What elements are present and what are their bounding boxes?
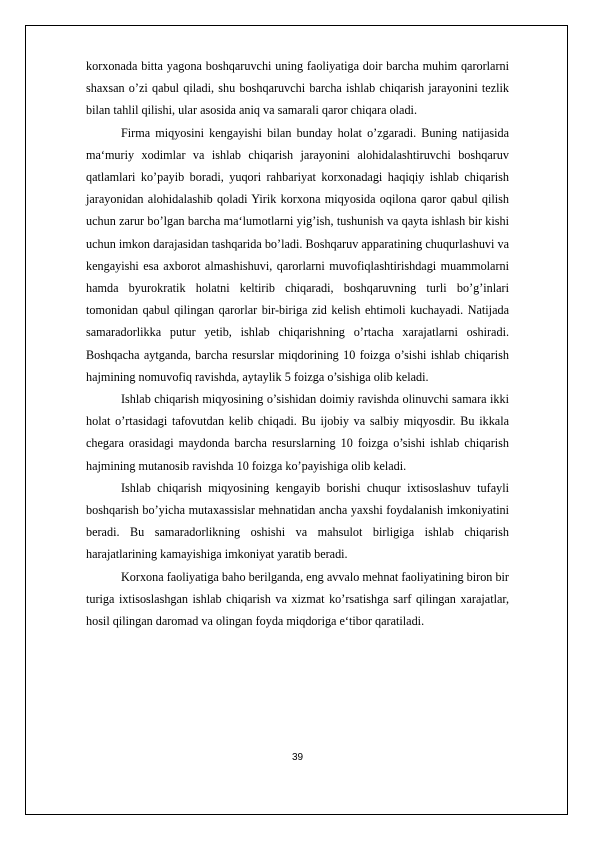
paragraph-2: Firma miqyosini kengayishi bilan bunday holat o’zgaradi. Buning natijasida ma‘muriy xodimlar va ishlab chiqarish jarayonini alohidalashtiruvchi boshqaruv qatlamlari ko’payib boradi, yuqori rahbariyat korxonadagi haqiqiy ishlab chiqarish jarayonidan alohidalashib qoladi Yirik korxona miqyosida oqilona qaror qabul qilish uchun zarur bo’lgan barcha ma‘lumotlarni yig’ish, tushunish va qayta ishlash bir kishi uchun imkon darajasidan tashqarida bo’ladi. Boshqaruv apparatining chuqurlashuvi va kengayishi esa axborot almashishuvi, qarorlarni muvofiqlashtirishdagi muammolarni hamda byurokratik holatni keltirib chiqaradi, boshqaruvning turli bo’g’inlari tomonidan qabul qilingan qarorlar bir-biriga zid kelish ehtimoli kuchayadi. Natijada samaradorlikka putur yetib, ishlab chiqarishning o’rtacha xarajatlarni oshiradi. Boshqacha aytganda, barcha resurslar miqdorining 10 foizga o’sishi ishlab chiqarish hajmining nomuvofiq ravishda, aytaylik 5 foizga o’sishiga olib keladi. bbox=[86, 125, 509, 384]
paragraph-3: Ishlab chiqarish miqyosining o’sishidan doimiy ravishda olinuvchi samara ikki holat o’rtasidagi tafovutdan kelib chiqadi. Bu ijobiy va salbiy miqyosdir. Bu ikkala chegara orasidagi maydonda barcha resurslarning 10 foizga o’sishi ishlab chiqarish hajmining mutanosib ravishda 10 foizga ko’payishiga olib keladi. bbox=[86, 392, 509, 473]
body-text bbox=[86, 55, 509, 632]
paragraph-5: Korxona faoliyatiga baho berilganda, eng avvalo mehnat faoliyatining biron bir turiga ixtisoslashgan ishlab chiqarish va xizmat ko’rsatishga sarf qilingan xarajatlar, hosil qilingan daromad va olingan foyda miqdoriga e‘tibor qaratiladi. bbox=[86, 569, 509, 629]
page-number: 39 bbox=[291, 752, 304, 763]
paragraph-4: Ishlab chiqarish miqyosining kengayib borishi chuqur ixtisoslashuv tufayli boshqarish bo’yicha mutaxassislar mehnatidan ancha yaxshi foydalanish imkoniyatini beradi. Bu samaradorlikning oshishi va mahsulot birligiga ishlab chiqarish harajatlarining kamayishiga imkoniyat yaratib beradi. bbox=[86, 480, 509, 562]
paragraph-1: korxonada bitta yagona boshqaruvchi uning faoliyatiga doir barcha muhim qarorlarni shaxsan o’zi qabul qiladi, shu boshqaruvchi barcha ishlab chiqarish jarayonini tezlik bilan tahlil qilishi, ular asosida aniq va samarali qaror chiqara oladi. bbox=[86, 59, 509, 118]
